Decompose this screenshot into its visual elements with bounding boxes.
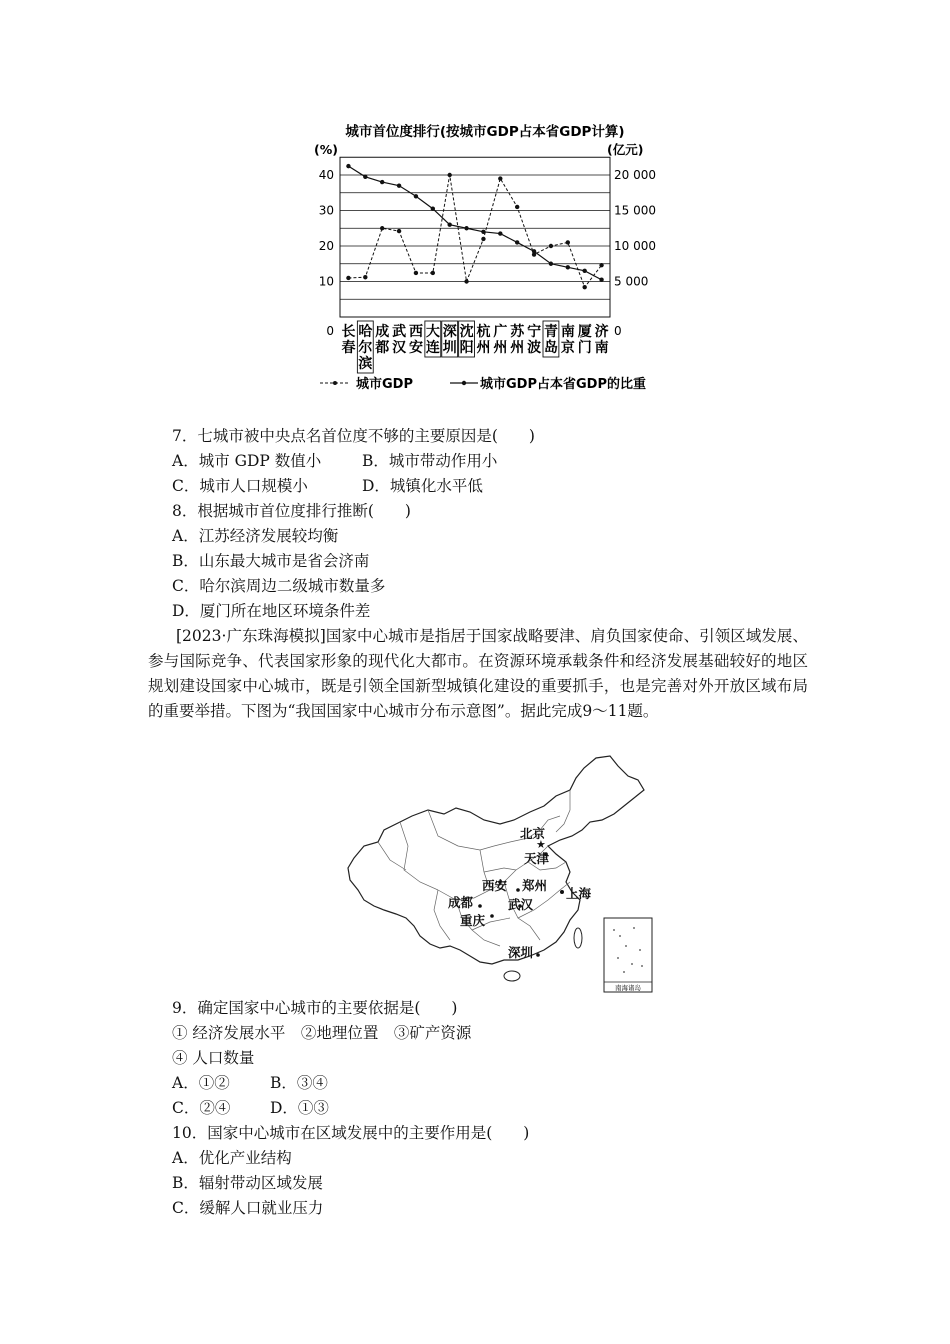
q9-option-c[interactable]: C．②④ (172, 1099, 231, 1117)
beijing-star: ★ (536, 838, 546, 851)
data-point-share (481, 230, 485, 234)
right-tick-label: 15 000 (614, 203, 656, 218)
category-char: 连 (425, 340, 440, 356)
city-label-zhengzhou: 郑州 (522, 878, 548, 893)
category-char: 深 (442, 324, 457, 340)
data-point-share (363, 175, 367, 179)
left-tick-label: 40 (318, 168, 334, 182)
left-tick-label: 20 (318, 239, 334, 253)
category-char: 杭 (476, 324, 491, 340)
category-char: 州 (476, 340, 491, 356)
series-line-share (348, 166, 601, 280)
china-outline (348, 756, 644, 964)
left-axis-unit: (%) (314, 142, 338, 157)
category-label (476, 323, 490, 356)
data-point-gdp (498, 176, 502, 180)
city-label-chengdu: 成都 (448, 895, 474, 910)
category-label (357, 321, 373, 373)
category-char: 州 (510, 340, 525, 356)
questions-7-8 (172, 424, 812, 624)
right-tick-label: 5 000 (614, 274, 649, 289)
category-char: 波 (527, 340, 542, 356)
data-point-share (346, 164, 350, 168)
category-char: 长 (341, 324, 356, 340)
q10-stem: 10．国家中心城市在区域发展中的主要作用是( ) (172, 1124, 530, 1142)
category-char: 哈 (358, 324, 373, 340)
category-label (459, 321, 475, 357)
data-point-gdp (346, 276, 350, 280)
category-label (409, 324, 423, 356)
left-tick-label: 10 (318, 274, 334, 289)
q9-items-line2: ④ 人口数量 (172, 1049, 255, 1067)
legend-gdp-label: 城市GDP (356, 377, 413, 392)
hainan-island (504, 971, 520, 981)
q8-stem: 8．根据城市首位度排行推断( ) (172, 502, 411, 520)
left-tick-label: 30 (318, 203, 334, 218)
category-char: 厦 (577, 324, 592, 340)
data-point-share (582, 269, 586, 273)
city-label-shenzhen: 深圳 (508, 945, 534, 960)
data-point-share (431, 207, 435, 211)
city-label-chongqing: 重庆 (460, 913, 486, 928)
category-char: 武 (392, 324, 407, 340)
category-char: 成 (375, 324, 390, 340)
chongqing-marker (490, 914, 494, 918)
right-axis-unit: (亿元) (607, 142, 644, 157)
data-point-gdp (515, 205, 519, 209)
category-char: 宁 (527, 324, 542, 340)
category-label (595, 323, 609, 356)
category-label (374, 323, 389, 356)
category-char: 春 (341, 340, 356, 356)
data-point-share (566, 265, 570, 269)
city-label-tianjin: 天津 (524, 851, 550, 866)
category-char: 圳 (442, 340, 457, 356)
q7-option-b[interactable]: B．城市带动作用小 (362, 452, 498, 470)
city-label-xian: 西安 (482, 878, 508, 893)
data-point-gdp (566, 240, 570, 244)
q9-option-a[interactable]: A．①② (172, 1074, 230, 1092)
data-point-gdp (380, 226, 384, 230)
q7-options-row1 (172, 449, 812, 474)
data-point-gdp (431, 271, 435, 275)
city-label-wuhan: 武汉 (508, 897, 534, 912)
category-char: 州 (493, 340, 508, 356)
category-label (392, 324, 407, 356)
inset-label: 南海诸岛 (615, 984, 641, 992)
q8-option-b[interactable]: B．山东最大城市是省会济南 (172, 552, 370, 570)
q8-option-a[interactable]: A．江苏经济发展较均衡 (172, 527, 339, 545)
city-primacy-chart (300, 120, 680, 400)
intro-paragraph-wrap (148, 624, 808, 724)
data-point-gdp (464, 279, 468, 283)
category-char: 汉 (392, 340, 407, 356)
data-point-share (414, 194, 418, 198)
china-national-central-cities-map (334, 750, 656, 995)
q9-options-row2 (172, 1096, 812, 1121)
series-line-gdp (348, 175, 601, 287)
q10-option-a[interactable]: A．优化产业结构 (172, 1149, 292, 1167)
category-label (543, 321, 559, 357)
category-label (425, 321, 441, 357)
data-point-gdp (599, 263, 603, 267)
taiwan-island (574, 928, 582, 948)
category-char: 广 (493, 324, 508, 340)
category-label (510, 323, 525, 356)
left-tick-label: 0 (326, 324, 334, 338)
right-tick-label: 10 000 (614, 239, 656, 253)
category-char: 南 (560, 324, 575, 340)
category-char: 济 (594, 324, 609, 340)
city-label-beijing: 北京 (520, 826, 546, 841)
data-point-gdp (582, 285, 586, 289)
legend-share-marker (462, 381, 466, 385)
q9-stem: 9．确定国家中心城市的主要依据是( ) (172, 999, 458, 1017)
data-point-share (498, 231, 502, 235)
shenzhen-marker (536, 953, 540, 957)
category-char: 阳 (459, 340, 474, 356)
q9-option-b[interactable]: B．③④ (270, 1074, 328, 1092)
category-char: 青 (543, 324, 558, 340)
data-point-gdp (414, 271, 418, 275)
data-point-share (515, 240, 519, 244)
category-label (493, 323, 507, 356)
data-point-share (532, 249, 536, 253)
category-char: 京 (560, 340, 575, 356)
questions-9-10 (172, 996, 812, 1221)
category-char: 大 (425, 324, 440, 340)
right-tick-label: 0 (614, 324, 622, 338)
shanghai-marker (560, 890, 564, 894)
data-point-gdp (549, 244, 553, 248)
q7-option-a[interactable]: A．城市 GDP 数值小 (172, 452, 322, 470)
right-tick-label: 20 000 (614, 168, 656, 182)
south-china-sea-inset (604, 918, 652, 992)
category-label (561, 323, 575, 356)
category-char: 南 (594, 340, 609, 356)
q7-option-c[interactable]: C．城市人口规模小 (172, 477, 308, 495)
category-char: 滨 (358, 356, 373, 372)
zhengzhou-marker (516, 888, 520, 892)
q10-option-c[interactable]: C．缓解人口就业压力 (172, 1199, 324, 1217)
category-char: 都 (375, 340, 390, 356)
q9-option-d[interactable]: D．①③ (270, 1099, 329, 1117)
intro-paragraph: [2023·广东珠海模拟]国家中心城市是指居于国家战略要津、肩负国家使命、引领区域发展、参与国际竞争、代表国家形象的现代化大都市。在资源环境承载条件和经济发展基础较好的地区规划建设国家中心城市，既是引领全国新型城镇化建设的重要抓手，也是完善对外开放区域布局的重要举措。下图为“我国国家中心城市分布示意图”。据此完成9～11题。 (148, 627, 808, 720)
data-point-share (447, 223, 451, 227)
data-point-gdp (447, 173, 451, 177)
category-char: 尔 (358, 340, 373, 356)
category-label (578, 323, 592, 356)
data-point-share (380, 180, 384, 184)
q7-option-d[interactable]: D．城镇化水平低 (362, 477, 483, 495)
city-label-shanghai: 上海 (566, 886, 592, 901)
q10-option-b[interactable]: B．辐射带动区域发展 (172, 1174, 323, 1192)
q9-options-row1 (172, 1071, 812, 1096)
category-label (442, 321, 458, 357)
q7-stem: 7．七城市被中央点名首位度不够的主要原因是( ) (172, 427, 535, 445)
q8-option-d[interactable]: D．厦门所在地区环境条件差 (172, 602, 371, 620)
category-label (527, 323, 541, 356)
data-point-gdp (397, 229, 401, 233)
q8-option-c[interactable]: C．哈尔滨周边二级城市数量多 (172, 577, 386, 595)
data-point-share (549, 262, 553, 266)
category-char: 门 (577, 340, 592, 356)
category-char: 西 (408, 324, 423, 340)
category-char: 沈 (459, 324, 474, 340)
chengdu-marker (478, 904, 482, 908)
q7-options-row2 (172, 474, 812, 499)
category-char: 岛 (543, 340, 558, 356)
data-point-share (599, 278, 603, 282)
category-char: 苏 (510, 324, 525, 340)
category-char: 安 (408, 340, 423, 356)
q9-items-line1: ① 经济发展水平 ②地理位置 ③矿产资源 (172, 1024, 472, 1042)
data-point-share (464, 226, 468, 230)
legend-gdp-marker (333, 381, 337, 385)
data-point-share (397, 183, 401, 187)
category-label (341, 323, 355, 356)
data-point-gdp (481, 237, 485, 241)
data-point-gdp (363, 275, 367, 279)
chart-title: 城市首位度排行(按城市GDP占本省GDP计算) (345, 124, 625, 140)
legend-share-label: 城市GDP占本省GDP的比重 (480, 377, 646, 392)
